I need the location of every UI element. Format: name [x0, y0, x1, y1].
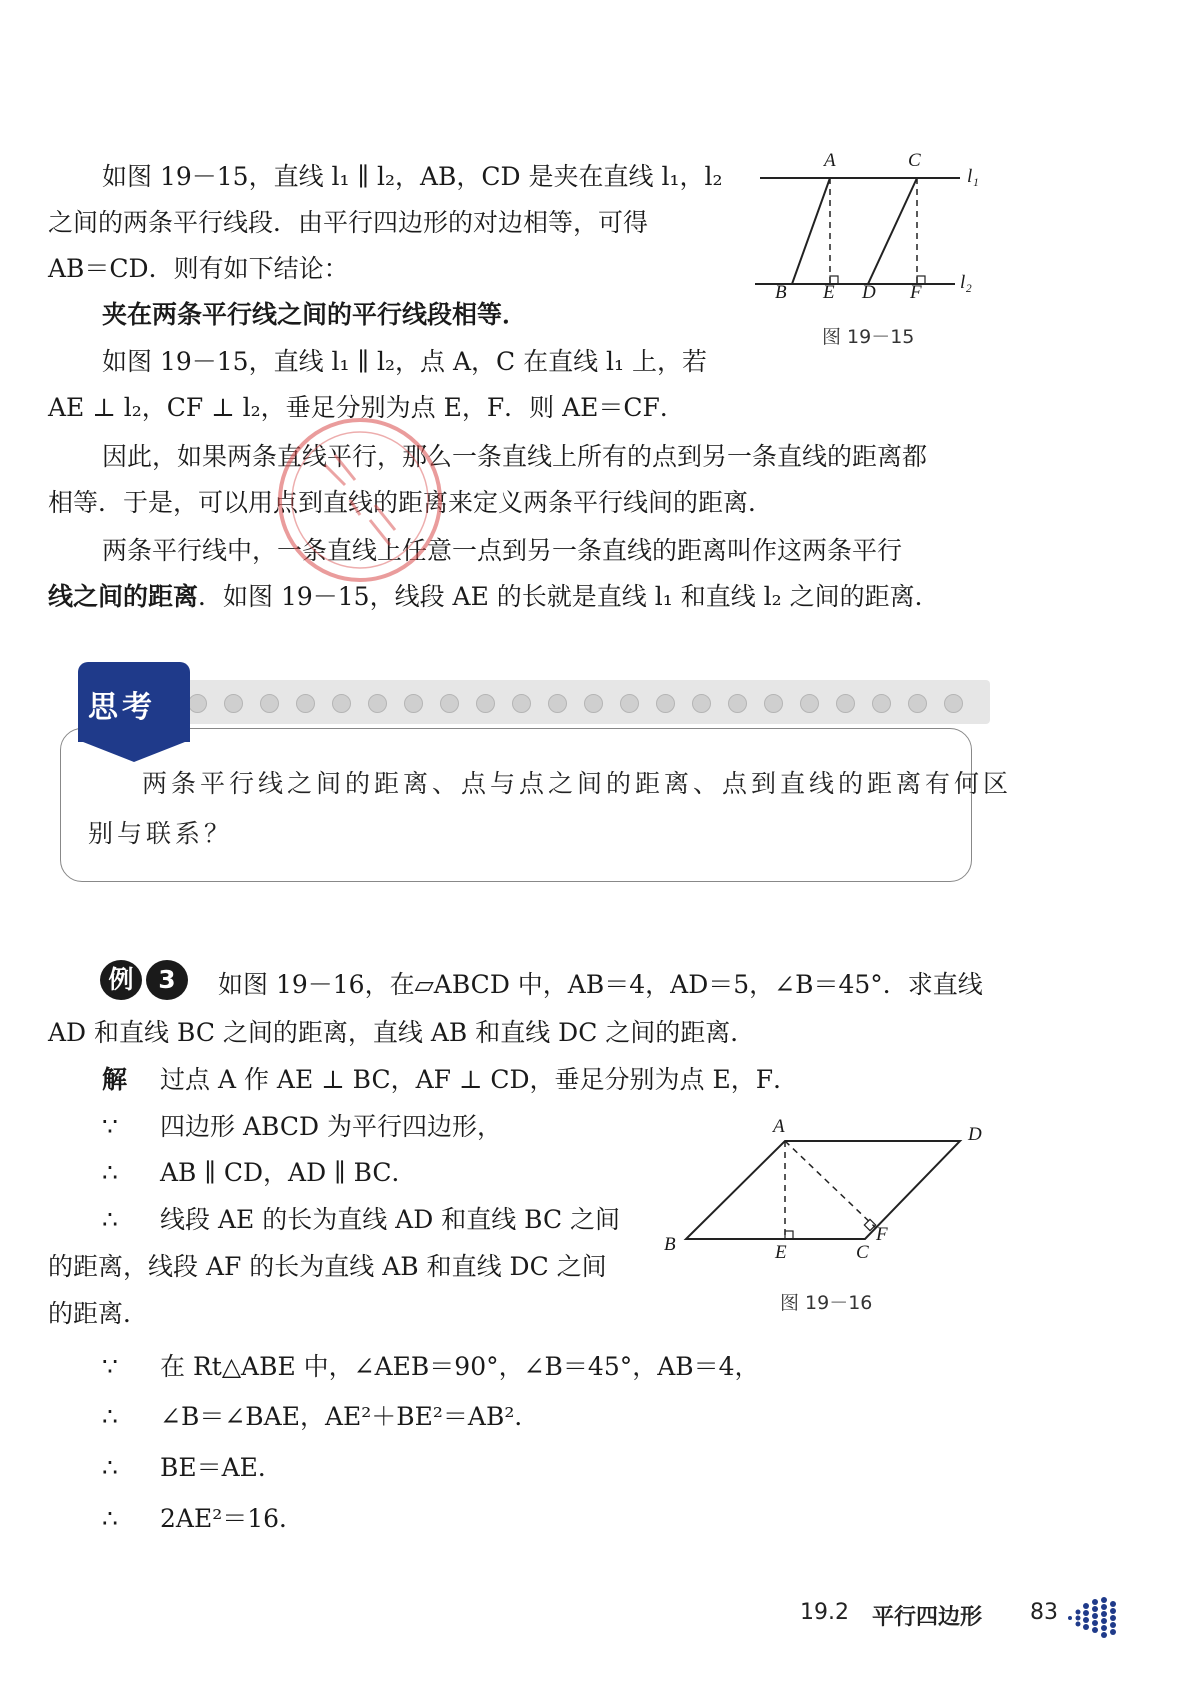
- solution-line1: 过点 A 作 AE ⊥ BC，AF ⊥ CD，垂足分别为点 E，F．: [160, 1065, 799, 1094]
- think-tab-point: [78, 740, 190, 764]
- think-header-strip: [160, 680, 990, 724]
- strip-dot: [332, 694, 351, 713]
- strip-dot: [692, 694, 711, 713]
- para2-line2: AE ⊥ l₂，CF ⊥ l₂，垂足分别为点 E，F．则 AE＝CF．: [48, 393, 685, 422]
- example-line1: 如图 19－16，在▱ABCD 中，AB＝4，AD＝5，∠B＝45°．求直线: [218, 970, 983, 999]
- figure-19-16: [670, 1125, 990, 1255]
- strip-dot: [224, 694, 243, 713]
- example-badge-label: 例: [100, 960, 142, 1000]
- strip-dot: [836, 694, 855, 713]
- think-box: [60, 728, 972, 882]
- strip-dot: [728, 694, 747, 713]
- strip-dot: [296, 694, 315, 713]
- definition-line1: 两条平行线中，一条直线上任意一点到另一条直线的距离叫作这两条平行: [102, 536, 903, 565]
- fig1-label-a: A: [824, 150, 836, 171]
- right-angle-e-2: [785, 1231, 793, 1239]
- solution-line2: 四边形 ABCD 为平行四边形，: [160, 1112, 502, 1141]
- because-symbol-1: ∵: [102, 1112, 118, 1141]
- fig1-label-c: C: [908, 150, 921, 171]
- therefore-symbol-4: ∴: [102, 1453, 118, 1482]
- solution-line5: 的距离，线段 AF 的长为直线 AB 和直线 DC 之间: [48, 1252, 607, 1281]
- strip-dot: [908, 694, 927, 713]
- definition-term: 线之间的距离: [48, 582, 199, 611]
- fig1-label-l2: l₂: [960, 272, 972, 293]
- strip-dot: [368, 694, 387, 713]
- example-badge-number: 3: [146, 960, 188, 1000]
- strip-dot: [620, 694, 639, 713]
- definition-line2: [48, 580, 940, 614]
- fig2-label-e: E: [775, 1242, 787, 1263]
- footer-page-number: 83: [1030, 1600, 1058, 1625]
- strip-dot: [440, 694, 459, 713]
- fig1-label-b: B: [775, 282, 787, 303]
- strip-dot: [944, 694, 963, 713]
- think-title: 思考: [88, 690, 156, 725]
- fig1-label-d: D: [862, 282, 876, 303]
- because-symbol-2: ∵: [102, 1352, 118, 1381]
- strip-dot: [476, 694, 495, 713]
- fig1-label-e: E: [823, 282, 835, 303]
- strip-dot: [548, 694, 567, 713]
- solution-line3: AB ∥ CD，AD ∥ BC．: [160, 1158, 417, 1187]
- strip-dot: [260, 694, 279, 713]
- strip-dot: [764, 694, 783, 713]
- theorem-text: 夹在两条平行线之间的平行线段相等．: [102, 300, 528, 329]
- fig2-label-b: B: [664, 1234, 676, 1255]
- strip-dot: [872, 694, 891, 713]
- strip-dot: [584, 694, 603, 713]
- strip-dot: [656, 694, 675, 713]
- fig2-label-f: F: [876, 1224, 888, 1245]
- fig2-label-a: A: [773, 1116, 785, 1137]
- solution-line4: 线段 AE 的长为直线 AD 和直线 BC 之间: [160, 1205, 621, 1234]
- footer-section-number: 19.2: [800, 1600, 849, 1625]
- segment-ab: [792, 178, 830, 284]
- para3-line2: 相等．于是，可以用点到直线的距离来定义两条平行线间的距离．: [48, 488, 774, 517]
- therefore-symbol-3: ∴: [102, 1402, 118, 1431]
- para2-line1: 如图 19－15，直线 l₁ ∥ l₂，点 A，C 在直线 l₁ 上，若: [102, 347, 707, 376]
- para1-line2: 之间的两条平行线段．由平行四边形的对边相等，可得: [48, 208, 649, 237]
- solution-line8: ∠B＝∠BAE，AE²＋BE²＝AB²．: [160, 1402, 540, 1431]
- segment-af-2: [785, 1141, 876, 1228]
- para1-line1: 如图 19－15，直线 l₁ ∥ l₂，AB，CD 是夹在直线 l₁，l₂: [102, 162, 723, 191]
- definition-rest: ．如图 19－15，线段 AE 的长就是直线 l₁ 和直线 l₂ 之间的距离．: [198, 582, 940, 611]
- fig1-caption: 图 19－15: [822, 326, 915, 348]
- footer-dots-icon: [1064, 1596, 1124, 1640]
- parallelogram-abcd: [686, 1141, 960, 1239]
- approval-stamp: [265, 405, 455, 595]
- therefore-symbol-2: ∴: [102, 1205, 118, 1234]
- think-line1: 两条平行线之间的距离、点与点之间的距离、点到直线的距离有何区: [142, 769, 1013, 798]
- footer-section-title: 平行四边形: [872, 1605, 983, 1630]
- solution-line10: 2AE²＝16．: [160, 1504, 305, 1533]
- solution-line6: 的距离．: [48, 1299, 149, 1328]
- strip-dot: [512, 694, 531, 713]
- para3-line1: 因此，如果两条直线平行，那么一条直线上所有的点到另一条直线的距离都: [102, 442, 928, 471]
- example-line2: AD 和直线 BC 之间的距离，直线 AB 和直线 DC 之间的距离．: [48, 1018, 756, 1047]
- solution-label: 解: [102, 1065, 128, 1094]
- think-line2: 别与联系？: [88, 819, 234, 848]
- fig1-label-l1: l₁: [967, 166, 979, 187]
- therefore-symbol-5: ∴: [102, 1504, 118, 1533]
- therefore-symbol-1: ∴: [102, 1158, 118, 1187]
- para1-line3: AB＝CD．则有如下结论：: [48, 254, 349, 283]
- fig2-label-c: C: [856, 1242, 869, 1263]
- segment-cd: [868, 178, 917, 284]
- solution-line7: 在 Rt△ABE 中，∠AEB＝90°，∠B＝45°，AB＝4，: [160, 1352, 760, 1381]
- strip-dot: [800, 694, 819, 713]
- fig1-label-f: F: [910, 282, 922, 303]
- fig2-caption: 图 19－16: [780, 1292, 873, 1314]
- solution-line9: BE＝AE．: [160, 1453, 283, 1482]
- strip-dot: [188, 694, 207, 713]
- strip-dot: [404, 694, 423, 713]
- fig2-label-d: D: [968, 1124, 982, 1145]
